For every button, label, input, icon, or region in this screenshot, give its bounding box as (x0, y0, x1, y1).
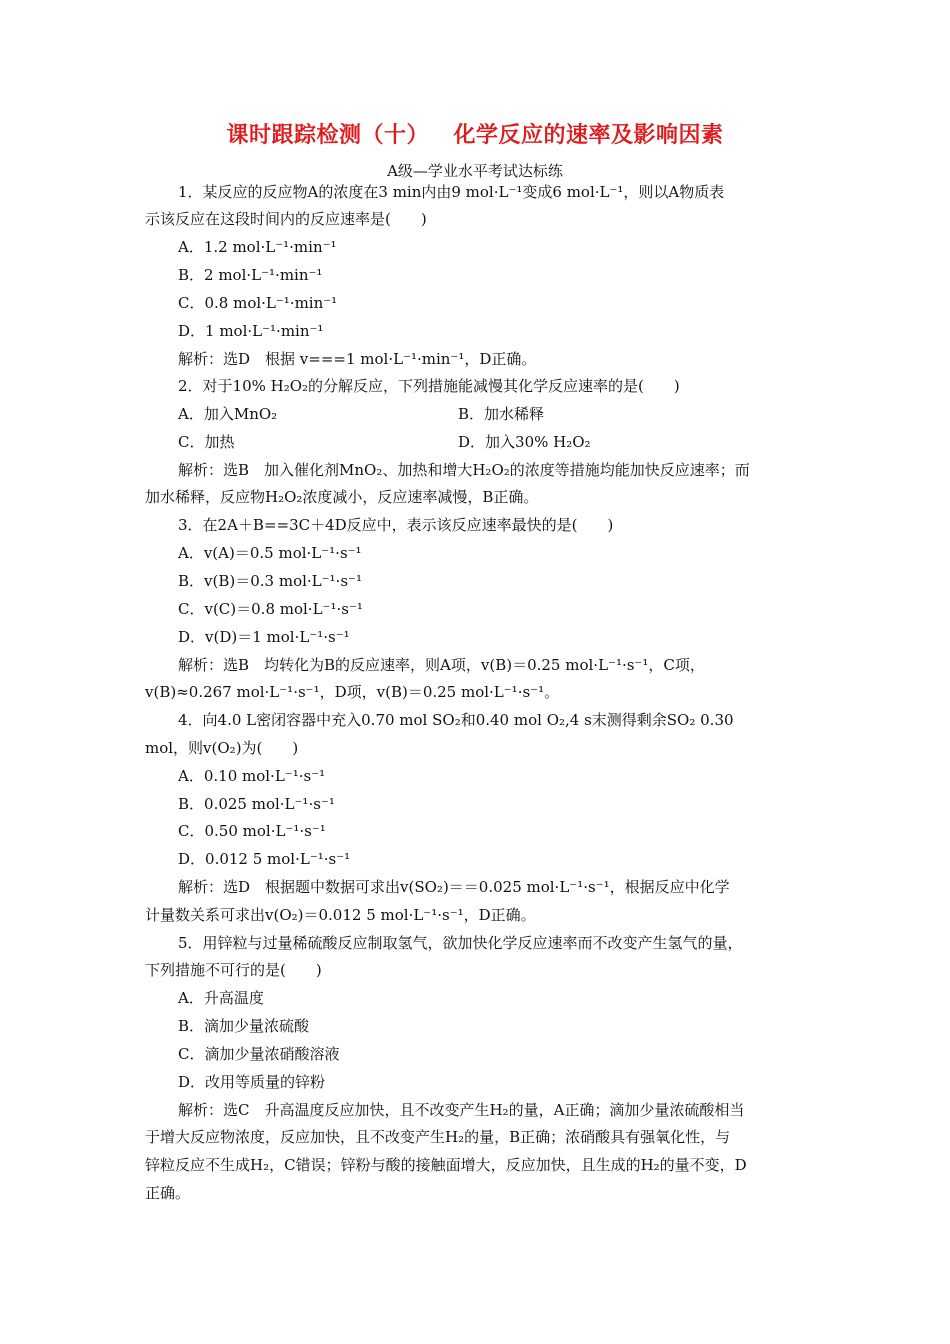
question-2-stem: 2．对于10% H₂O₂的分解反应，下列措施能减慢其化学反应速率的是( ) (178, 377, 680, 395)
question-1-option-b: B．2 mol·L⁻¹·min⁻¹ (178, 266, 323, 284)
question-1-option-c: C．0.8 mol·L⁻¹·min⁻¹ (178, 294, 338, 312)
question-2-option-a: A．加入MnO₂ (178, 405, 278, 423)
question-3-option-d: D．v(D)＝1 mol·L⁻¹·s⁻¹ (178, 628, 350, 646)
question-3-stem: 3．在2A＋B==3C＋4D反应中，表示该反应速率最快的是( ) (178, 516, 614, 534)
question-4-option-d: D．0.012 5 mol·L⁻¹·s⁻¹ (178, 850, 351, 868)
question-4-analysis: 解析：选D 根据题中数据可求出v(SO₂)＝＝0.025 mol·L⁻¹·s⁻¹，根据反应中化学 (178, 878, 730, 896)
question-3-option-c: C．v(C)＝0.8 mol·L⁻¹·s⁻¹ (178, 600, 363, 618)
question-3-option-b: B．v(B)＝0.3 mol·L⁻¹·s⁻¹ (178, 572, 362, 590)
question-5-analysis: 解析：选C 升高温度反应加快，且不改变产生H₂的量，A正确；滴加少量浓硫酸相当 (178, 1101, 745, 1119)
question-1-stem-cont: 示该反应在这段时间内的反应速率是( ) (145, 210, 427, 228)
question-1-stem: 1．某反应的反应物A的浓度在3 min内由9 mol·L⁻¹变成6 mol·L⁻¹，则以A物质表 (178, 183, 725, 201)
question-2-option-d: D．加入30% H₂O₂ (458, 433, 591, 451)
question-3-analysis-cont: v(B)≈0.267 mol·L⁻¹·s⁻¹，D项，v(B)＝0.25 mol·L⁻¹·s⁻¹。 (145, 683, 560, 701)
question-3-option-a: A．v(A)＝0.5 mol·L⁻¹·s⁻¹ (178, 544, 362, 562)
question-5-option-a: A．升高温度 (178, 989, 264, 1007)
document-title: 课时跟踪检测（十） 化学反应的速率及影响因素 (226, 123, 724, 148)
question-4-option-c: C．0.50 mol·L⁻¹·s⁻¹ (178, 822, 326, 840)
question-5-stem: 5．用锌粒与过量稀硫酸反应制取氢气，欲加快化学反应速率而不改变产生氢气的量， (178, 934, 743, 952)
question-1-option-d: D．1 mol·L⁻¹·min⁻¹ (178, 322, 324, 340)
question-2-analysis-cont: 加水稀释，反应物H₂O₂浓度减小，反应速率减慢，B正确。 (145, 488, 539, 506)
question-5-analysis-cont-2: 锌粒反应不生成H₂，C错误；锌粉与酸的接触面增大，反应加快，且生成的H₂的量不变，D (145, 1156, 747, 1174)
question-4-stem: 4．向4.0 L密闭容器中充入0.70 mol SO₂和0.40 mol O₂,4 s末测得剩余SO₂ 0.30 (178, 711, 734, 729)
question-4-option-b: B．0.025 mol·L⁻¹·s⁻¹ (178, 795, 335, 813)
question-4-analysis-cont: 计量数关系可求出v(O₂)＝0.012 5 mol·L⁻¹·s⁻¹，D正确。 (145, 906, 536, 924)
question-5-option-b: B．滴加少量浓硫酸 (178, 1017, 310, 1035)
question-2-option-b: B．加水稀释 (458, 405, 545, 423)
question-2-option-c: C．加热 (178, 433, 235, 451)
question-3-analysis: 解析：选B 均转化为B的反应速率，则A项，v(B)＝0.25 mol·L⁻¹·s⁻¹，C项， (178, 656, 705, 674)
question-4-option-a: A．0.10 mol·L⁻¹·s⁻¹ (178, 767, 326, 785)
question-1-analysis: 解析：选D 根据 v===1 mol·L⁻¹·min⁻¹，D正确。 (178, 350, 537, 368)
question-2-analysis: 解析：选B 加入催化剂MnO₂、加热和增大H₂O₂的浓度等措施均能加快反应速率；而 (178, 461, 750, 479)
question-4-stem-cont: mol，则v(O₂)为( ) (145, 739, 299, 757)
question-5-stem-cont: 下列措施不可行的是( ) (145, 961, 322, 979)
question-5-option-d: D．改用等质量的锌粉 (178, 1073, 326, 1091)
question-5-analysis-cont-3: 正确。 (145, 1184, 191, 1202)
question-5-option-c: C．滴加少量浓硝酸溶液 (178, 1045, 340, 1063)
question-5-analysis-cont-1: 于增大反应物浓度，反应加快，且不改变产生H₂的量，B正确；浓硝酸具有强氧化性，与 (145, 1128, 731, 1146)
document-subtitle: A级—学业水平考试达标练 (387, 162, 563, 180)
question-1-option-a: A．1.2 mol·L⁻¹·min⁻¹ (178, 238, 337, 256)
